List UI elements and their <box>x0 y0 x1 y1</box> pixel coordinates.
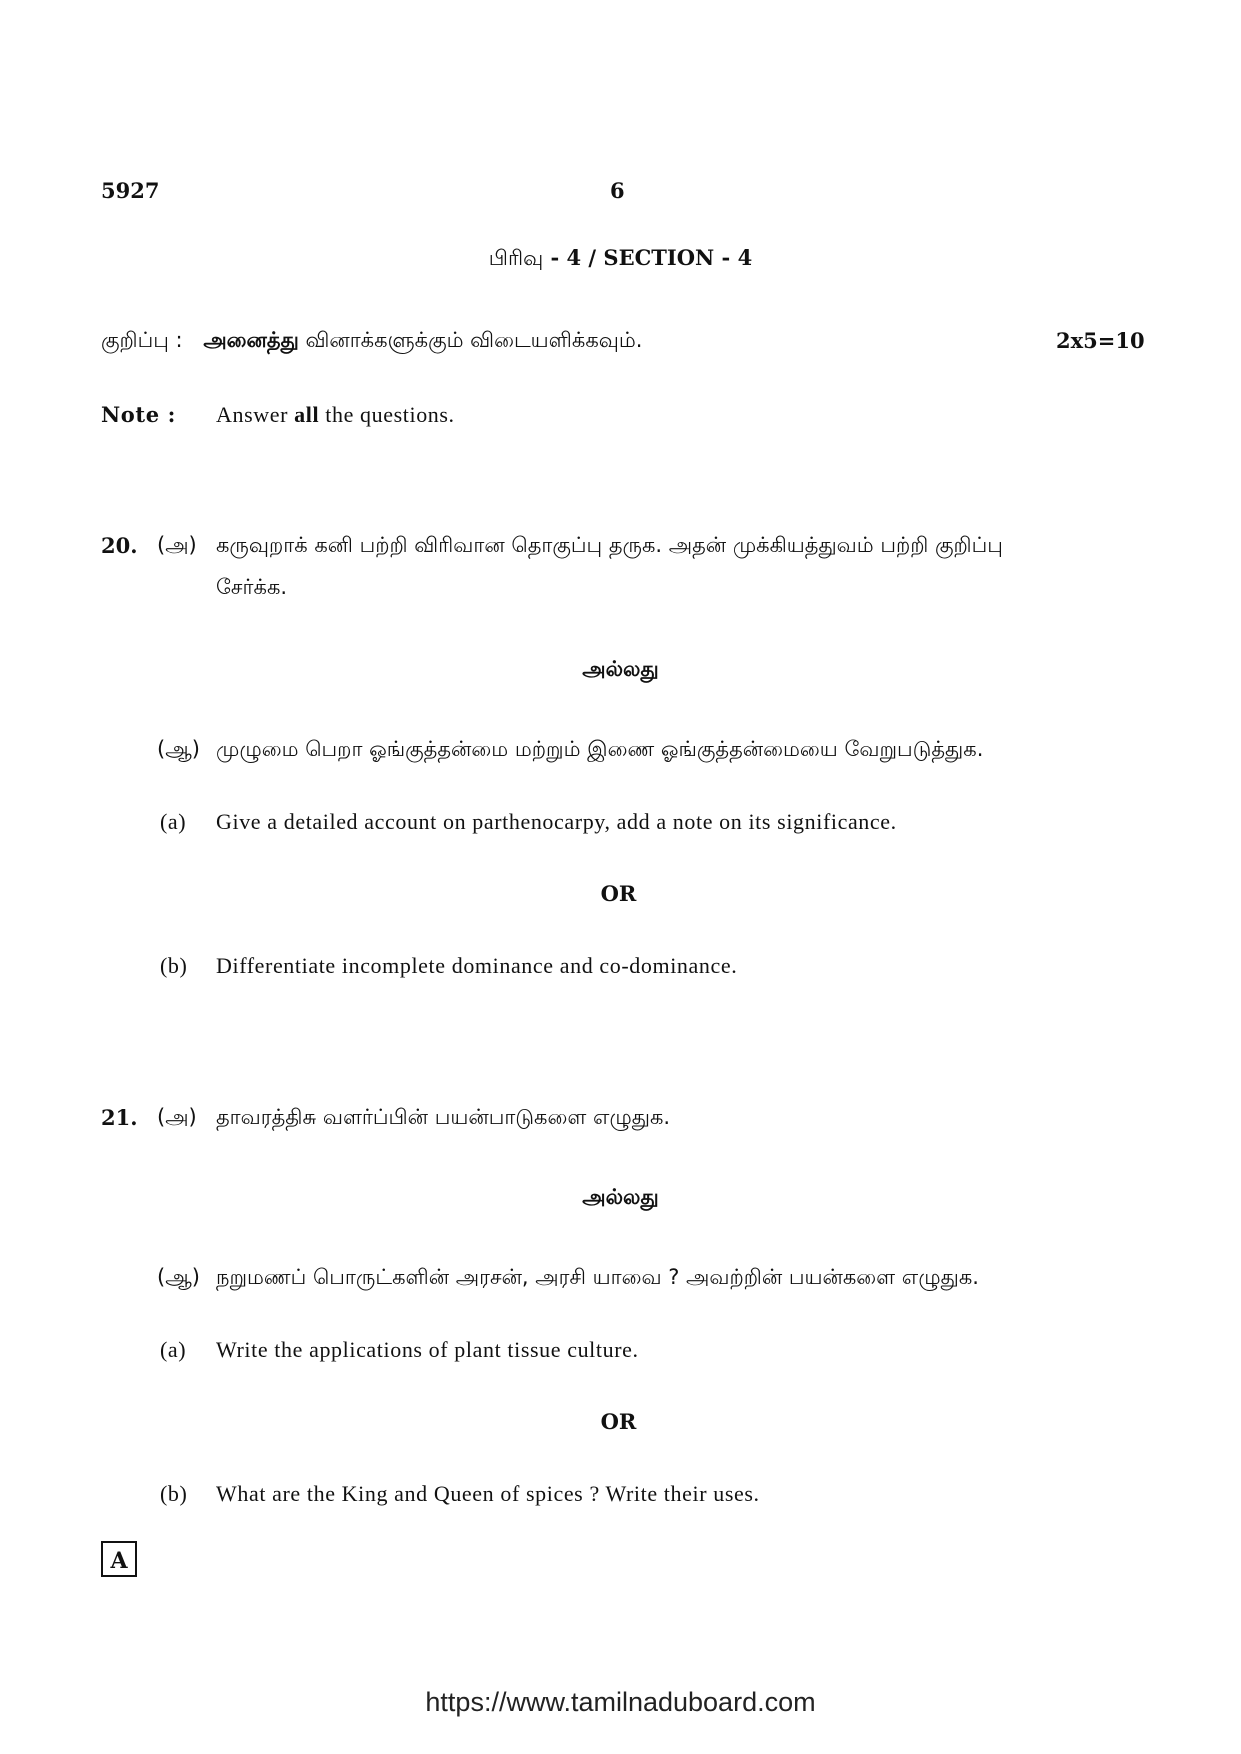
question-english-a: Write the applications of plant tissue culture. <box>216 1337 639 1362</box>
question-english-b: What are the King and Queen of spices ? Write their uses. <box>216 1481 760 1506</box>
option-marker: (ஆ) <box>157 1265 200 1289</box>
option-marker: (a) <box>160 809 187 834</box>
note-english-label: Note : <box>101 402 176 427</box>
section-title-english: - 4 / SECTION - 4 <box>543 245 753 270</box>
or-tamil: அல்லது <box>582 1185 659 1209</box>
option-marker: (a) <box>160 1337 187 1362</box>
version-box: A <box>101 1541 137 1577</box>
note-english-bold: all <box>294 402 320 427</box>
question-tamil-a-cont: சேர்க்க. <box>216 575 288 599</box>
question-tamil-b: நறுமணப் பொருட்களின் அரசன், அரசி யாவை ? அவற்றின் பயன்களை எழுதுக. <box>216 1265 979 1289</box>
or-english: OR <box>600 881 637 906</box>
question-number: 20. <box>101 533 138 558</box>
question-number: 21. <box>101 1105 138 1130</box>
note-tamil-label: குறிப்பு : <box>101 328 183 352</box>
option-marker: (b) <box>160 1481 188 1506</box>
note-tamil-text: வினாக்களுக்கும் விடையளிக்கவும். <box>298 328 643 352</box>
question-tamil-a: கருவுறாக் கனி பற்றி விரிவான தொகுப்பு தருக. அதன் முக்கியத்துவம் பற்றி குறிப்பு <box>216 533 1003 557</box>
option-marker: (ஆ) <box>157 737 200 761</box>
note-tamil <box>101 328 642 355</box>
note-english <box>101 402 176 428</box>
note-english-text: Answer all the questions. <box>216 402 455 427</box>
or-english: OR <box>600 1409 637 1434</box>
section-title <box>0 245 1241 273</box>
option-marker: (அ) <box>157 1105 197 1129</box>
question-english-a: Give a detailed account on parthenocarpy, add a note on its significance. <box>216 809 897 834</box>
marks-allocation: 2x5=10 <box>1056 328 1145 353</box>
or-tamil: அல்லது <box>582 657 659 681</box>
option-marker: (அ) <box>157 533 197 557</box>
footer-url[interactable]: https://www.tamilnaduboard.com <box>425 1687 816 1717</box>
paper-code: 5927 <box>101 178 160 203</box>
question-tamil-a: தாவரத்திசு வளர்ப்பின் பயன்பாடுகளை எழுதுக. <box>216 1105 671 1129</box>
option-marker: (b) <box>160 953 188 978</box>
page-number: 6 <box>610 178 625 203</box>
note-tamil-bold: அனைத்து <box>203 328 299 352</box>
section-title-tamil: பிரிவு <box>488 246 544 270</box>
question-english-b: Differentiate incomplete dominance and co-dominance. <box>216 953 738 978</box>
question-tamil-b: முழுமை பெறா ஓங்குத்தன்மை மற்றும் இணை ஓங்குத்தன்மையை வேறுபடுத்துக. <box>216 737 984 761</box>
